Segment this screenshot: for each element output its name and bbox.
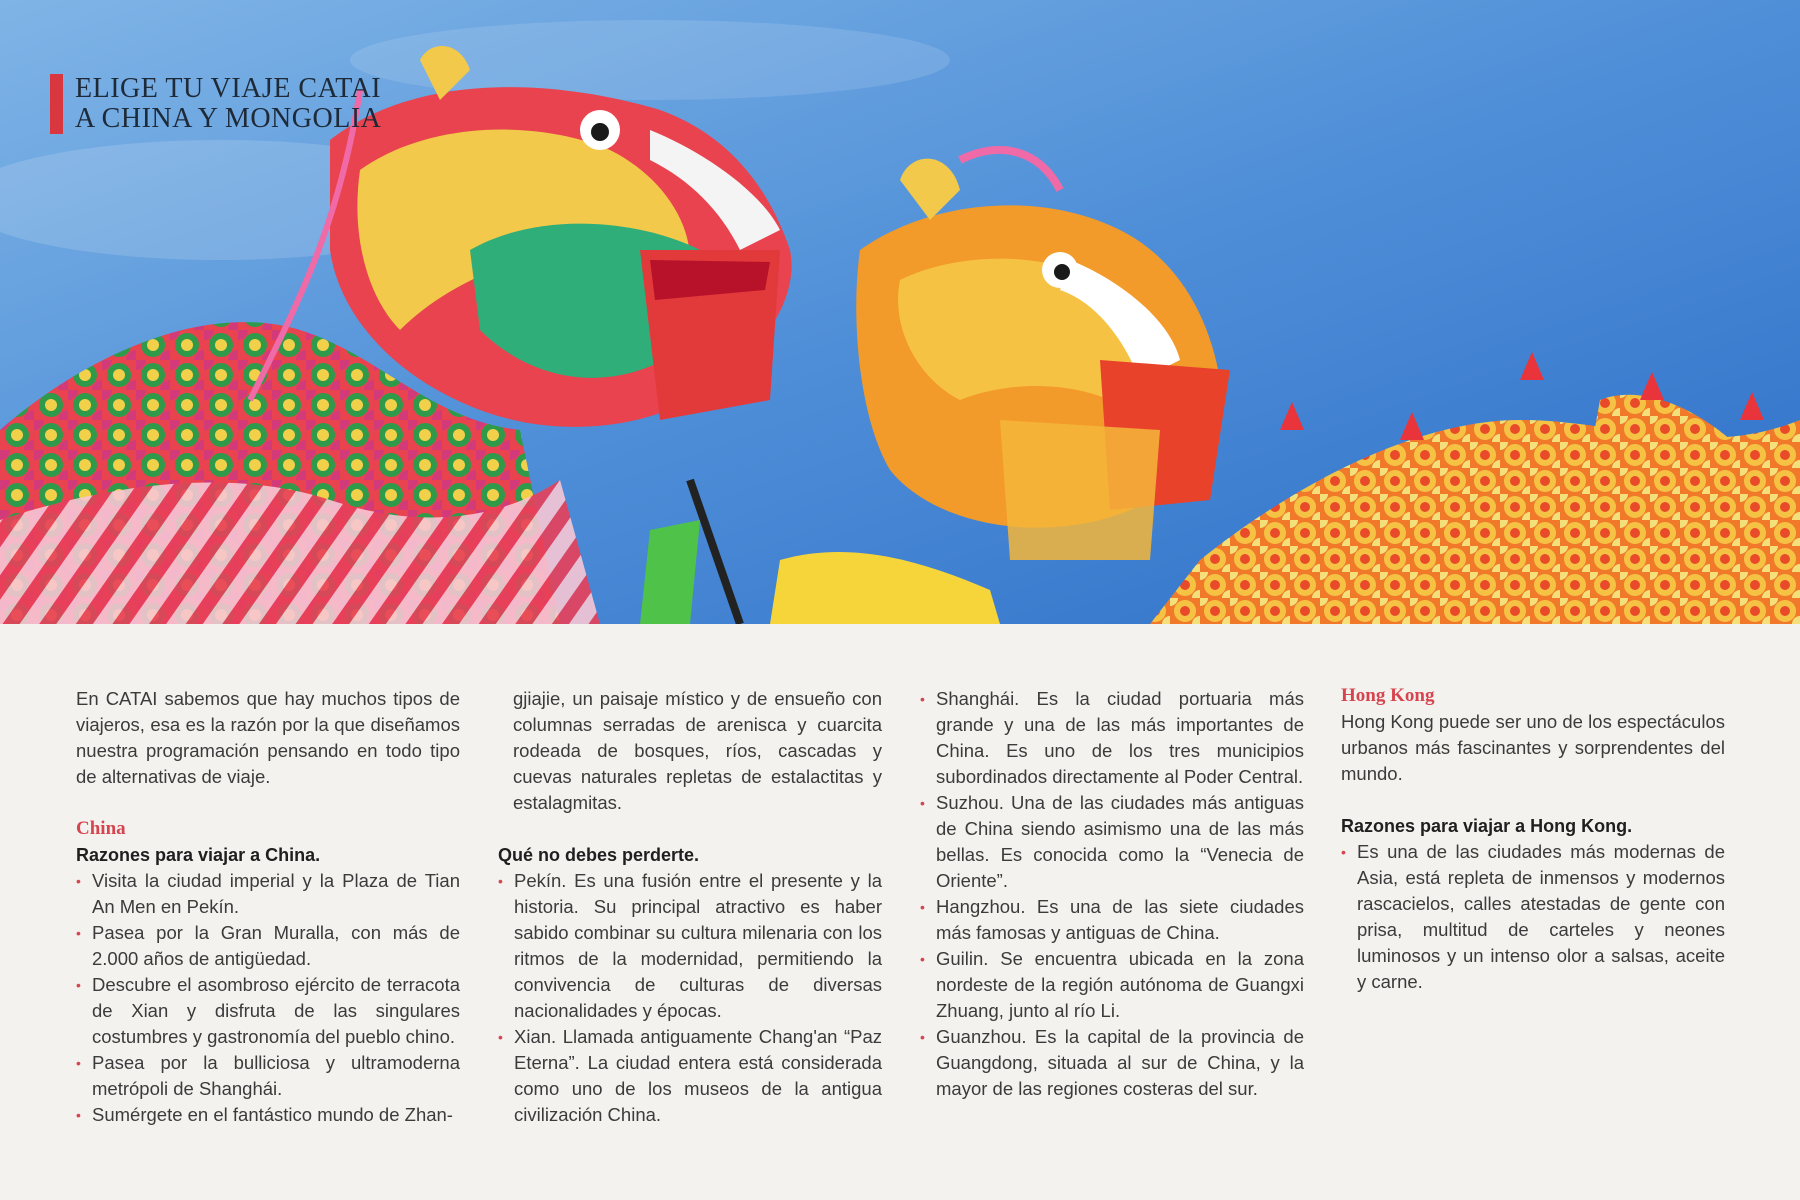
- section-title-hong-kong: Hong Kong: [1341, 685, 1435, 706]
- list-item: • Pasea por la Gran Muralla, con más de 2.000 años de antigüedad.: [76, 920, 460, 972]
- column-2: [498, 686, 882, 1128]
- list-item: • Guanzhou. Es la capital de la provincia de Guangdong, situada al sur de China, y la mayor de las regiones costeras del sur.: [920, 1024, 1304, 1102]
- subheading-reasons-hong-kong: Razones para viajar a Hong Kong.: [1341, 816, 1633, 836]
- china-reasons-list: [76, 868, 460, 1128]
- article-body: [0, 686, 1800, 1166]
- continuation-paragraph: gjiajie, un paisaje místico y de ensueño con columnas serradas de arenisca y cuarcita rodeada de bosques, ríos, cascadas y cuevas naturales repletas de estalactitas y estalagmitas.: [513, 688, 882, 813]
- column-3: [920, 686, 1304, 1102]
- hong-kong-reasons-list: [1341, 839, 1725, 995]
- list-item: • Shanghái. Es la ciudad portuaria más grande y una de las más importantes de China. Es uno de los tres municipios subordinados directamente al Poder Central.: [920, 686, 1304, 790]
- list-item: • Visita la ciudad imperial y la Plaza de Tian An Men en Pekín.: [76, 868, 460, 920]
- list-item: • Xian. Llamada antiguamente Chang'an “Paz Eterna”. La ciudad entera está considerada como uno de los museos de la antigua civilización China.: [498, 1024, 882, 1128]
- list-item: • Es una de las ciudades más modernas de Asia, está repleta de inmensos y modernos rascacielos, calles atestadas de gente con prisa, multitud de carteles y neones luminosos y un intenso olor a salsas, aceite y carne.: [1341, 839, 1725, 995]
- cities-list: [920, 686, 1304, 1102]
- subheading-reasons-china: Razones para viajar a China.: [76, 845, 321, 865]
- list-item: • Pekín. Es una fusión entre el presente y la historia. Su principal atractivo es haber sabido combinar su cultura milenaria con los ritmos de la modernidad, permitiendo la convivencia de culturas de diversas nacionalidades y épocas.: [498, 868, 882, 1024]
- subheading-must-see: Qué no debes perderte.: [498, 845, 700, 865]
- section-title-china: China: [76, 818, 126, 839]
- title-accent-bar: [50, 74, 63, 134]
- intro-paragraph: En CATAI sabemos que hay muchos tipos de viajeros, esa es la razón por la que diseñamos nuestra programación pensando en todo tipo de alternativas de viaje.: [76, 688, 460, 787]
- hong-kong-intro: Hong Kong puede ser uno de los espectáculos urbanos más fascinantes y sorprendentes del mundo.: [1341, 711, 1725, 784]
- must-see-list: [498, 868, 882, 1128]
- column-4: [1341, 683, 1725, 995]
- list-item: • Hangzhou. Es una de las siete ciudades más famosas y antiguas de China.: [920, 894, 1304, 946]
- list-item: • Guilin. Se encuentra ubicada en la zona nordeste de la región autónoma de Guangxi Zhuang, junto al río Li.: [920, 946, 1304, 1024]
- page-title: [50, 74, 381, 134]
- list-item: • Suzhou. Una de las ciudades más antiguas de China siendo asimismo una de las más bellas. Es conocida como la “Venecia de Oriente”.: [920, 790, 1304, 894]
- column-1: [76, 686, 460, 1128]
- list-item: • Sumérgete en el fantástico mundo de Zhan-: [76, 1102, 460, 1128]
- title-line-1: ELIGE TU VIAJE CATAI: [75, 73, 382, 104]
- list-item: • Pasea por la bulliciosa y ultramoderna metrópoli de Shanghái.: [76, 1050, 460, 1102]
- title-line-2: A CHINA Y MONGOLIA: [75, 103, 382, 134]
- list-item: • Descubre el asombroso ejército de terracota de Xian y disfruta de las singulares costumbres y gastronomía del pueblo chino.: [76, 972, 460, 1050]
